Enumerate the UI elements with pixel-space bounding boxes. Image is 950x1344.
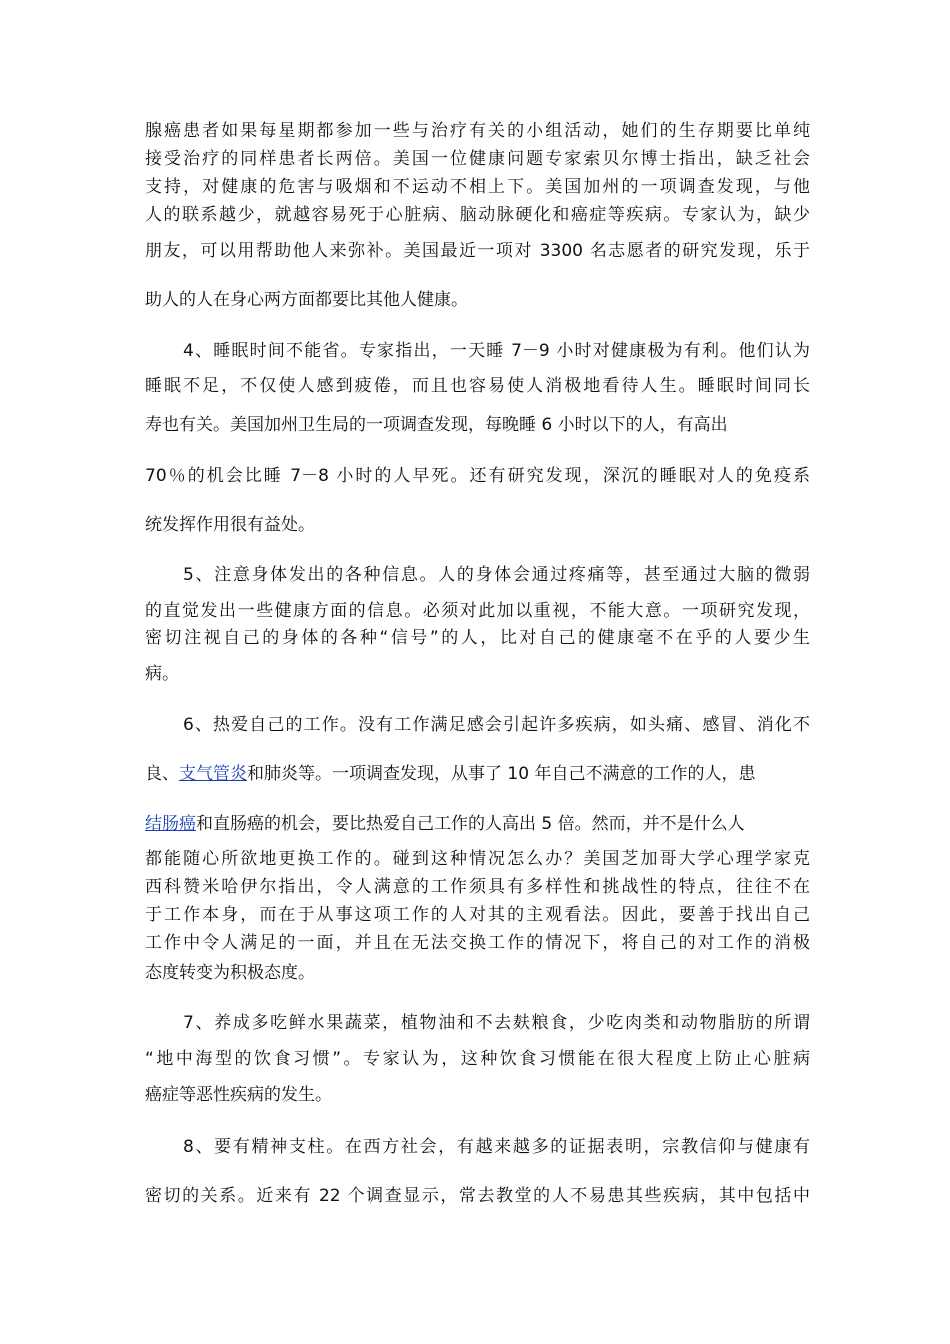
text-line: 密切注视自己的身体的各种“信号”的人，比对自己的健康毫不在乎的人要少生 — [145, 628, 810, 648]
text-line: 睡眠不足，不仅使人感到疲倦，而且也容易使人消极地看待人生。睡眠时间同长 — [145, 376, 810, 396]
text-line: 接受治疗的同样患者长两倍。美国一位健康问题专家索贝尔博士指出，缺乏社会 — [145, 149, 810, 169]
text-line: 癌症等恶性疾病的发生。 — [145, 1085, 332, 1105]
text-line: 助人的人在身心两方面都要比其他人健康。 — [145, 290, 468, 310]
text-line — [145, 762, 810, 786]
text-line: 人的联系越少，就越容易死于心脏病、脑动脉硬化和癌症等疾病。专家认为，缺少 — [145, 205, 810, 225]
paragraph-5-heading-line: 5、注意身体发出的各种信息。人的身体会通过疼痛等，甚至通过大脑的微弱 — [183, 565, 810, 585]
text-line — [145, 812, 810, 836]
colon-cancer-link[interactable]: 结肠癌 — [145, 814, 196, 834]
text-line: 统发挥作用很有益处。 — [145, 515, 315, 535]
text-line: 的直觉发出一些健康方面的信息。必须对此加以重视，不能大意。一项研究发现， — [145, 601, 810, 621]
text-line: 密切的关系。近来有 22 个调查显示，常去教堂的人不易患其些疾病，其中包括中 — [145, 1186, 810, 1206]
text-line: “地中海型的饮食习惯”。专家认为，这种饮食习惯能在很大程度上防止心脏病 — [145, 1049, 810, 1069]
text-line: 支持，对健康的危害与吸烟和不运动不相上下。美国加州的一项调查发现，与他 — [145, 177, 810, 197]
paragraph-4-heading-line: 4、睡眠时间不能省。专家指出，一天睡 7－9 小时对健康极为有利。他们认为 — [183, 341, 810, 361]
text-line: 工作中令人满足的一面，并且在无法交换工作的情况下，将自己的对工作的消极 — [145, 933, 810, 953]
text-line: 态度转变为积极态度。 — [145, 963, 315, 983]
text-line: 朋友，可以用帮助他人来弥补。美国最近一项对 3300 名志愿者的研究发现，乐于 — [145, 241, 810, 261]
paragraph-7-heading-line: 7、养成多吃鲜水果蔬菜，植物油和不去麸粮食，少吃肉类和动物脂肪的所谓 — [183, 1013, 810, 1033]
text-fragment: 良、 — [145, 764, 179, 784]
paragraph-8-heading-line: 8、要有精神支柱。在西方社会，有越来越多的证据表明，宗教信仰与健康有 — [183, 1137, 810, 1157]
text-fragment: 和肺炎等。一项调查发现，从事了 10 年自己不满意的工作的人，患 — [247, 764, 756, 784]
text-line: 于工作本身，而在于从事这项工作的人对其的主观看法。因此，要善于找出自己 — [145, 905, 810, 925]
text-line: 西科赞米哈伊尔指出，令人满意的工作须具有多样性和挑战性的特点，往往不在 — [145, 877, 810, 897]
text-line: 寿也有关。美国加州卫生局的一项调查发现，每晚睡 6 小时以下的人，有高出 — [145, 415, 728, 435]
text-line: 病。 — [145, 664, 179, 684]
bronchitis-link[interactable]: 支气管炎 — [179, 764, 247, 784]
text-line: 都能随心所欲地更换工作的。碰到这种情况怎么办？美国芝加哥大学心理学家克 — [145, 849, 810, 869]
paragraph-6-heading-line: 6、热爱自己的工作。没有工作满足感会引起许多疾病，如头痛、感冒、消化不 — [183, 715, 810, 735]
text-line: 腺癌患者如果每星期都参加一些与治疗有关的小组活动，她们的生存期要比单纯 — [145, 121, 810, 141]
text-fragment: 和直肠癌的机会，要比热爱自己工作的人高出 5 倍。然而，并不是什么人 — [196, 814, 745, 834]
text-line: 70％的机会比睡 7－8 小时的人早死。还有研究发现，深沉的睡眠对人的免疫系 — [145, 466, 810, 486]
